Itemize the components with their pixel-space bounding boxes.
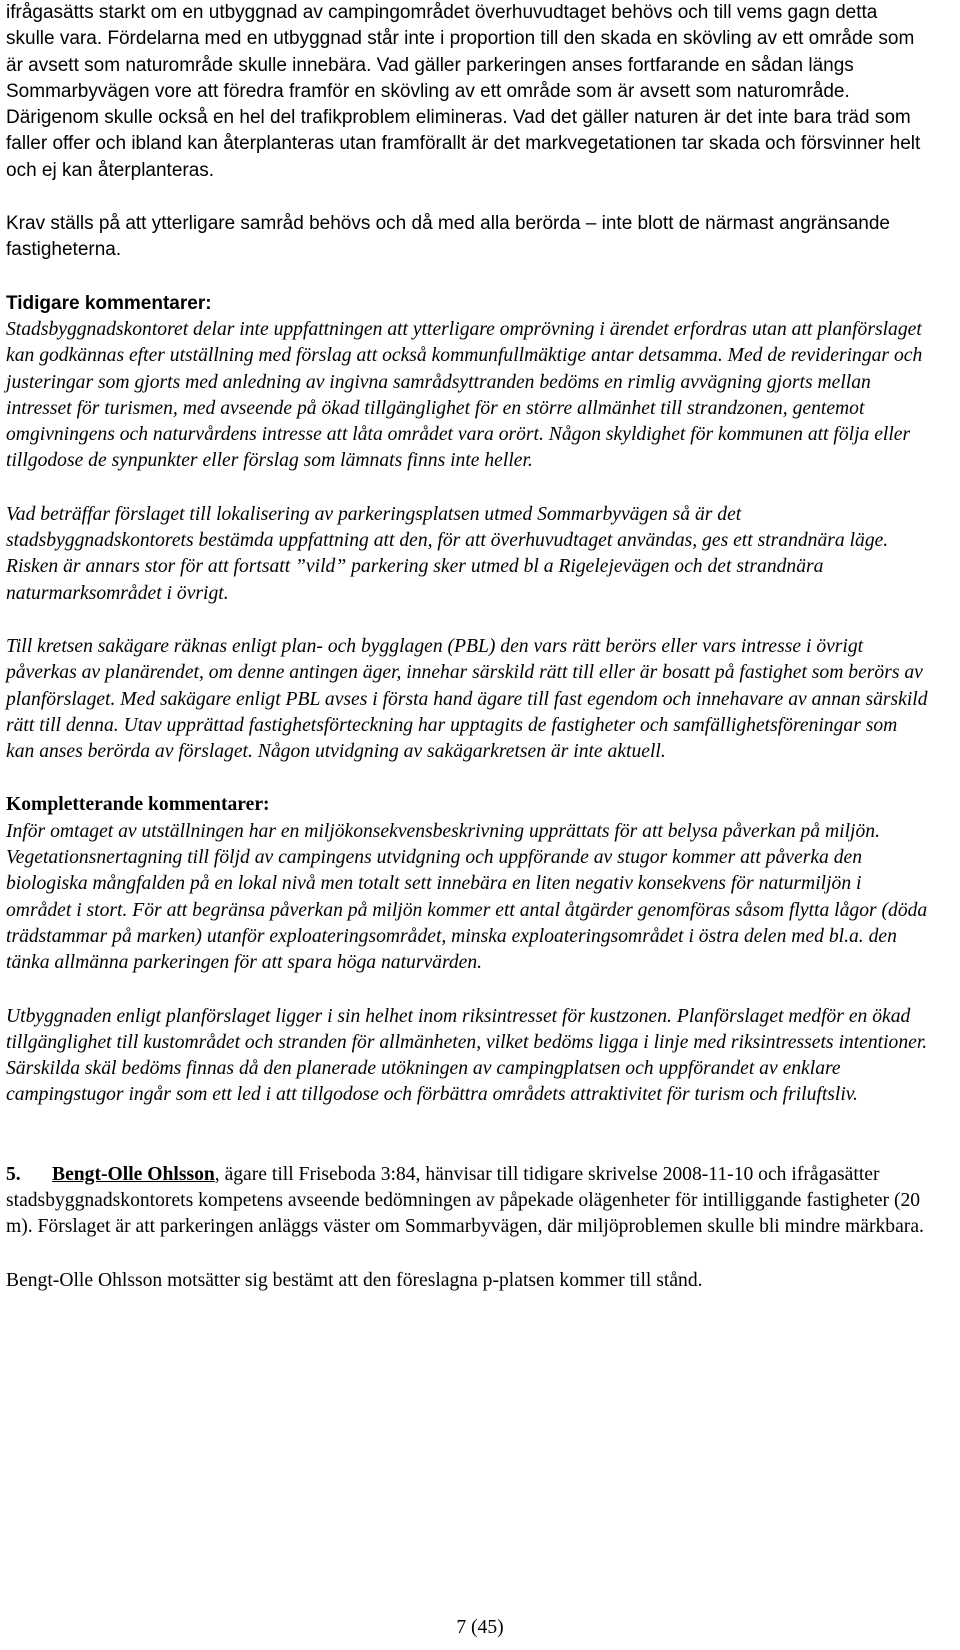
section-heading-supplementary-comments: Kompletterande kommentarer: (6, 794, 270, 816)
comment-paragraph: Inför omtaget av utställningen har en miljökonsekvensbeskrivning upprättats för att belysa påverkan på miljön. Vegetationsnertagning till följd av campingens utvidgning och uppförande av stugor kommer att påverka den biologiska mångfalden på en lokal nivå men totalt sett innebära en liten negativ konsekvens för naturmiljön i området i stort. För att begränsa påverkan på miljön kommer ett antal åtgärder genomföras såsom flytta lågor (döda trädstammar på marken) utanför exploateringsområdet, minska exploateringsområdet i östra delen med bl.a. den tänka allmänna parkeringen för att spara höga naturvärden. (6, 820, 928, 974)
body-paragraph: ifrågasätts starkt om en utbyggnad av campingområdet överhuvudtaget behövs och till vems gagn detta skulle vara. Fördelarna med en utbyggnad står inte i proportion till den skada en skövling av ett område som är avsett som naturområde skulle innebära. Vad gäller parkeringen anses fortfarande en sådan längs Sommarbyvägen vore att föredra framför en skövling av ett område som är avsett som naturområde. Därigenom skulle också en hel del trafikproblem elimineras. Vad det gäller naturen är det inte bara träd som faller offer och ibland kan återplanteras utan framförallt är det markvegetationen tar skada och försvinner helt och ej kan återplanteras. (6, 2, 921, 181)
comment-paragraph: Stadsbyggnadskontoret delar inte uppfattningen att ytterligare omprövning i ärendet erfordras utan att planförslaget kan godkännas efter utställning med förslag att också kommunfullmäktige antar detsamma. Med de revideringar och justeringar som gjorts med anledning av ingivna samrådsyttranden bedöms en rimlig avvägning gjorts mellan intresset för turismen, med avseende på ökad tillgänglighet för en större allmänhet till strandzonen, gentemot omgivningens och naturvårdens intresse att låta området vara orört. Någon skyldighet för kommunen att följa eller tillgodose de synpunkter eller förslag som lämnats finns inte heller. (6, 318, 923, 472)
body-paragraph: Bengt-Olle Ohlsson motsätter sig bestämt att den föreslagna p-platsen kommer till stånd. (6, 1269, 703, 1291)
comment-paragraph: Till kretsen sakägare räknas enligt plan- och bygglagen (PBL) den vars rätt berörs eller vars intresse i övrigt påverkas av planärendet, om denne antingen äger, innehar särskild rätt till eller är bosatt på fastighet som berörs av planförslaget. Med sakägare enligt PBL avses i första hand ägare till fast egendom och innehavare av annan särskild rätt till denna. Utav upprättad fastighetsförteckning har upptagits de fastigheter och samfällighetsföreningar som kan anses berörda av förslaget. Någon utvidgning av sakägarkretsen är inte aktuell. (6, 635, 928, 763)
numbered-item-5 (6, 1162, 930, 1241)
section-heading-earlier-comments: Tidigare kommentarer: (6, 292, 212, 314)
comment-paragraph: Utbyggnaden enligt planförslaget ligger i sin helhet inom riksintresset för kustzonen. Planförslaget medför en ökad tillgänglighet till kustområdet och stranden för allmänheten, vilket bedöms ligga i linje med riksintressets intentioner. Särskilda skäl bedöms finnas då den planerade utökningen av campingplatsen och uppförandet av enklare campingstugor ingår som ett led i att tillgodose och förbättra områdets attraktivitet för turism och friluftsliv. (6, 1005, 928, 1106)
item-number: 5. (6, 1163, 21, 1185)
document-page (6, 0, 930, 1294)
body-paragraph: Krav ställs på att ytterligare samråd behövs och då med alla berörda – inte blott de närmast angränsande fastigheterna. (6, 213, 891, 261)
item-text: , ägare till Friseboda 3:84, hänvisar till tidigare skrivelse 2008-11-10 och ifrågasätter stadsbyggnadskontorets kompetens avseende bedömningen av påpekade olägenheter för intilliggande fastigheter (20 m). Förslaget är att parkeringen anläggs väster om Sommarbyvägen, där miljöproblemen skulle bli mindre märkbara. (6, 1163, 924, 1238)
page-number: 7 (45) (456, 1617, 504, 1638)
party-name: Bengt-Olle Ohlsson (52, 1163, 215, 1185)
comment-paragraph: Vad beträffar förslaget till lokalisering av parkeringsplatsen utmed Sommarbyvägen så är det stadsbyggnadskontorets bestämda uppfattning att den, för att överhuvudtaget användas, ges ett strandnära läge. Risken är annars stor för att fortsatt ”vild” parkering sker utmed bl a Rigelejevägen och det strandnära naturmarksområdet i övrigt. (6, 503, 889, 604)
